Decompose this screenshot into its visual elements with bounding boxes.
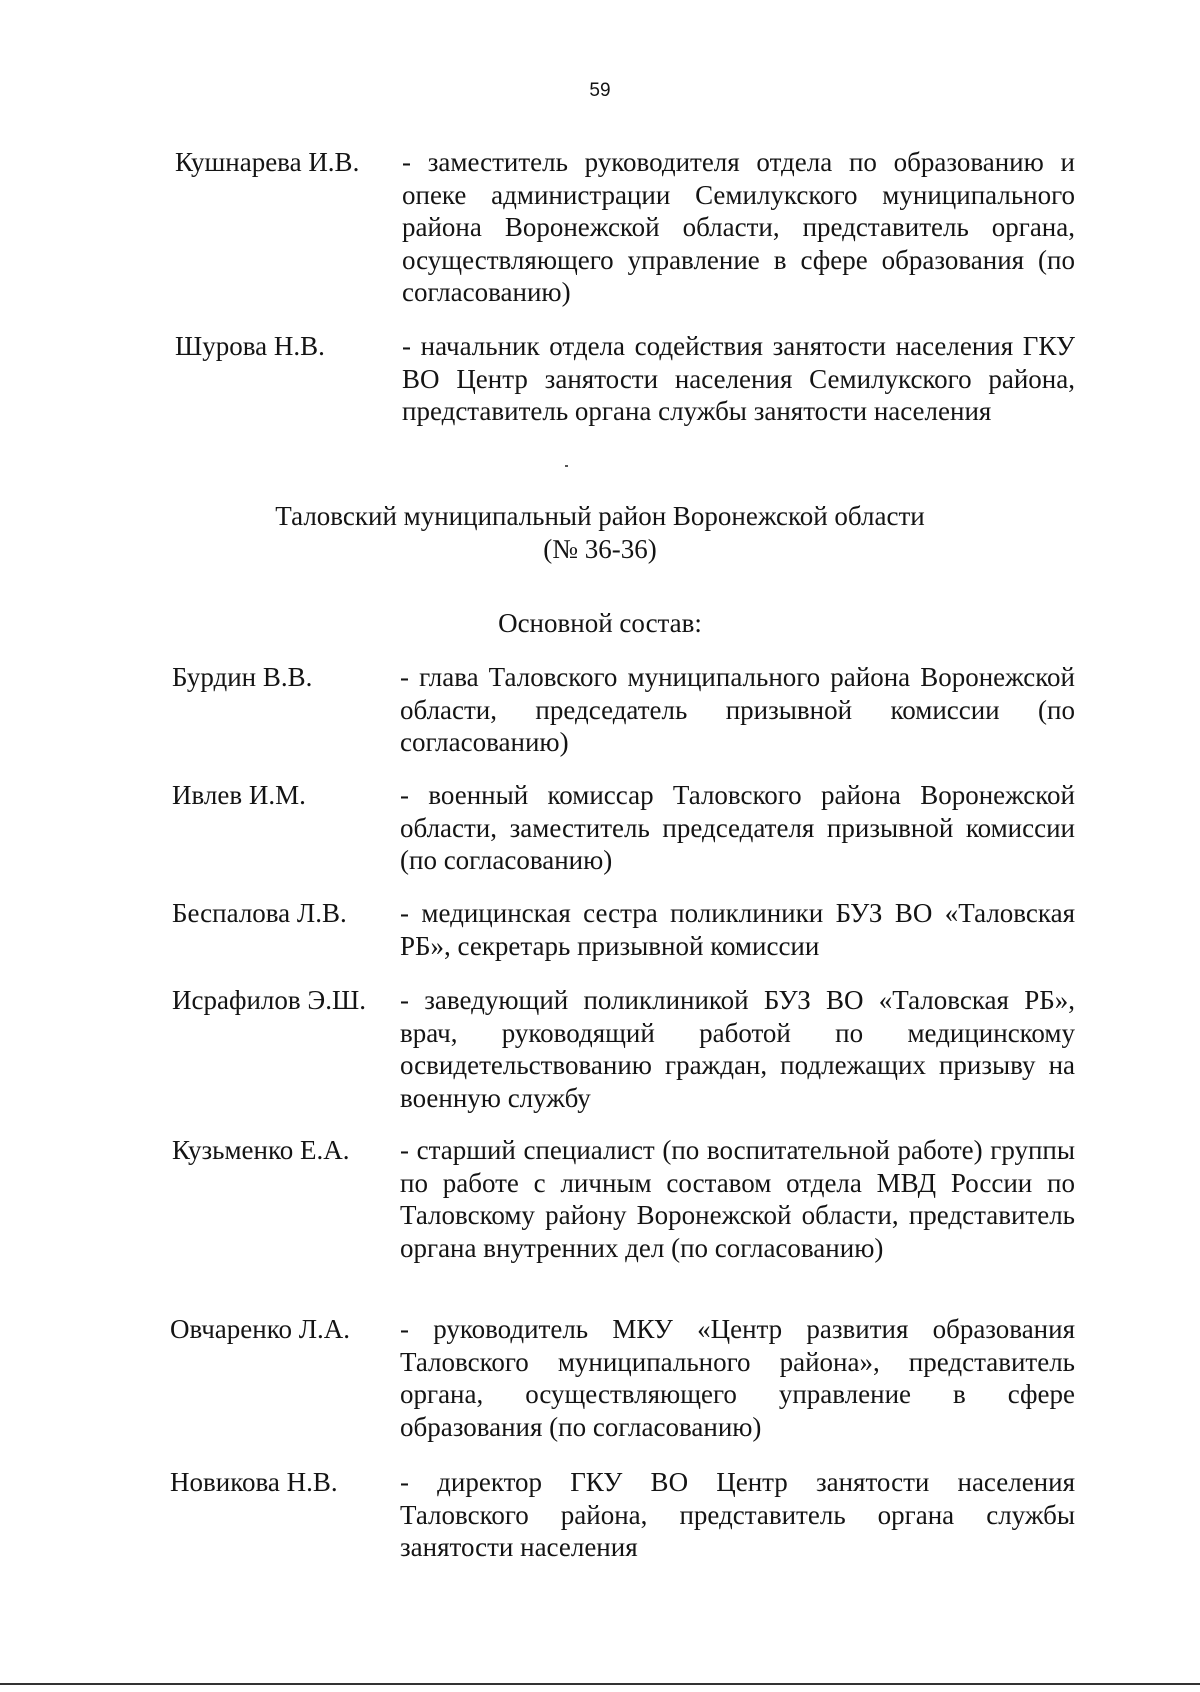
member-role: - руководитель МКУ «Центр развития образования Таловского муниципального района», представитель органа, осуществляющего управление в сфере образования (по согласованию) [400, 1314, 1075, 1442]
member-name: Ивлев И.М. [172, 780, 306, 810]
scan-speck [565, 465, 568, 467]
bottom-border-line [0, 1683, 1200, 1685]
member-role: - старший специалист (по воспитательной работе) группы по работе с личным составом отдела МВД России по Таловскому району Воронежской области, представитель органа внутренних дел (по согласованию) [400, 1135, 1075, 1263]
member-role: - медицинская сестра поликлиники БУЗ ВО «Таловская РБ», секретарь призывной комиссии [400, 898, 1075, 961]
member-name: Шурова Н.В. [175, 331, 325, 361]
member-role: - глава Таловского муниципального района Воронежской области, председатель призывной комиссии (по согласованию) [400, 662, 1075, 757]
member-role: - начальник отдела содействия занятости населения ГКУ ВО Центр занятости населения Семилукского района, представитель органа службы занятости населения [402, 331, 1075, 426]
member-role: - военный комиссар Таловского района Воронежской области, заместитель председателя призывной комиссии (по согласованию) [400, 780, 1075, 875]
district-title: Таловский муниципальный район Воронежской области [275, 501, 925, 531]
member-role: - заместитель руководителя отдела по образованию и опеке администрации Семилукского муниципального района Воронежской области, представитель органа, осуществляющего управление в сфере образования (по согласованию) [402, 147, 1075, 307]
member-name: Беспалова Л.В. [172, 898, 347, 928]
member-name: Исрафилов Э.Ш. [172, 985, 366, 1015]
page-number: 59 [589, 80, 611, 101]
member-role: - директор ГКУ ВО Центр занятости населения Таловского района, представитель органа службы занятости населения [400, 1467, 1075, 1562]
member-name: Кушнарева И.В. [175, 147, 360, 177]
district-number: (№ 36-36) [543, 534, 657, 564]
member-name: Новикова Н.В. [170, 1467, 338, 1497]
member-role: - заведующий поликлиникой БУЗ ВО «Таловская РБ», врач, руководящий работой по медицинскому освидетельствованию граждан, подлежащих призыву на военную службу [400, 985, 1075, 1113]
member-name: Овчаренко Л.А. [170, 1314, 351, 1344]
section-title: Основной состав: [498, 608, 702, 638]
member-name: Бурдин В.В. [172, 662, 313, 692]
member-name: Кузьменко Е.А. [172, 1135, 350, 1165]
